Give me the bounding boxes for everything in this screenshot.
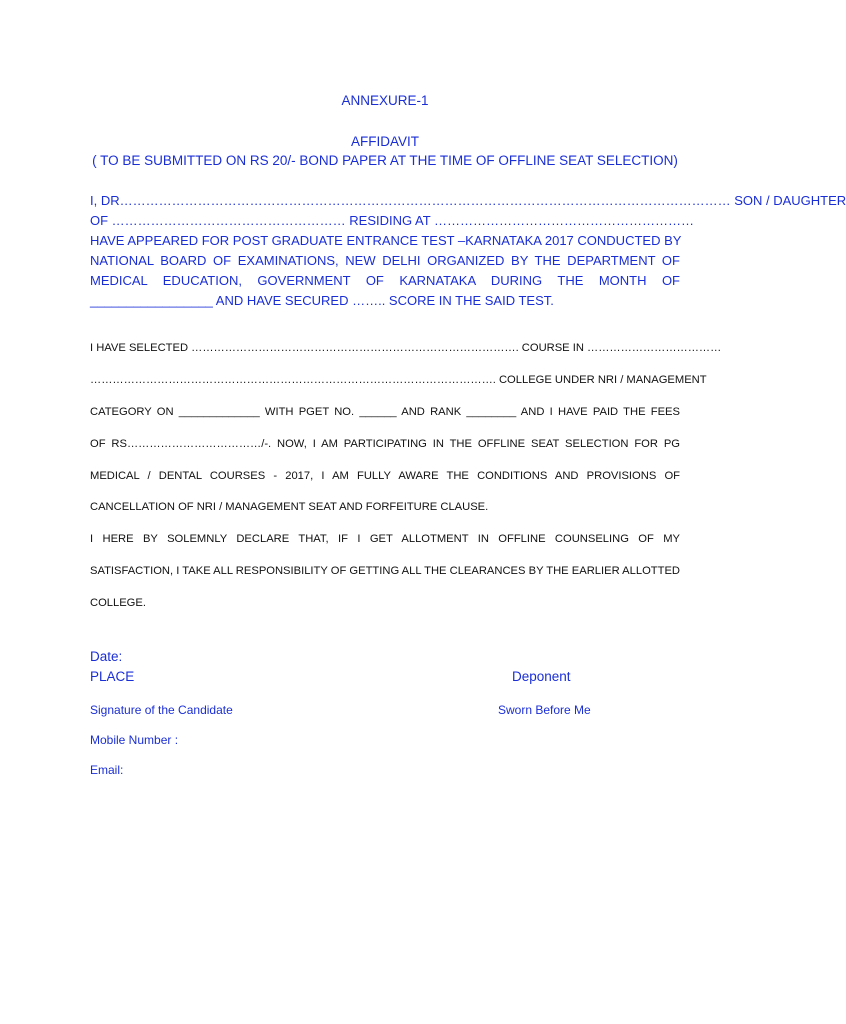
declare-line-2: SATISFACTION, I TAKE ALL RESPONSIBILITY OF GETTING ALL THE CLEARANCES BY THE EARLIER ALLOTTED <box>90 565 680 577</box>
email-label: Email: <box>90 763 124 777</box>
declaration-line-1: I, DR…………………………………………………………………………………………………………………………… SON / DAUGHTER <box>90 193 846 208</box>
selection-line-1: I HAVE SELECTED ……………………………………………………………………………. COURSE IN ……………………………… <box>90 342 722 354</box>
sworn-label: Sworn Before Me <box>498 703 591 717</box>
declare-line-1: I HERE BY SOLEMNLY DECLARE THAT, IF I GET ALLOTMENT IN OFFLINE COUNSELING OF MY <box>90 533 680 545</box>
selection-line-4: OF RS………………………………/-. NOW, I AM PARTICIPATING IN THE OFFLINE SEAT SELECTION FOR PG <box>90 438 680 450</box>
selection-line-2: ………………………………………………………………………………………………. COLLEGE UNDER NRI / MANAGEMENT <box>90 374 707 386</box>
declaration-line-6: _________________ AND HAVE SECURED …….. SCORE IN THE SAID TEST. <box>90 293 554 308</box>
declaration-line-4: NATIONAL BOARD OF EXAMINATIONS, NEW DELHI ORGANIZED BY THE DEPARTMENT OF <box>90 253 680 268</box>
mobile-label: Mobile Number : <box>90 733 179 747</box>
date-label: Date: <box>90 649 123 664</box>
affidavit-subtitle: ( TO BE SUBMITTED ON RS 20/- BOND PAPER AT THE TIME OF OFFLINE SEAT SELECTION) <box>92 153 678 168</box>
signature-label: Signature of the Candidate <box>90 703 233 717</box>
affidavit-title: AFFIDAVIT <box>350 134 419 149</box>
place-label: PLACE <box>90 669 135 684</box>
declaration-line-5: MEDICAL EDUCATION, GOVERNMENT OF KARNATAKA DURING THE MONTH OF <box>90 273 680 288</box>
selection-line-5: MEDICAL / DENTAL COURSES - 2017, I AM FULLY AWARE THE CONDITIONS AND PROVISIONS OF <box>90 470 680 482</box>
declare-line-3: COLLEGE. <box>90 597 146 609</box>
annexure-title: ANNEXURE-1 <box>341 93 429 108</box>
declaration-line-2: OF ……………………………………………… RESIDING AT …………………………………………………… <box>90 213 695 228</box>
selection-line-6: CANCELLATION OF NRI / MANAGEMENT SEAT AND FORFEITURE CLAUSE. <box>90 501 489 513</box>
selection-line-3: CATEGORY ON _____________ WITH PGET NO. ______ AND RANK ________ AND I HAVE PAID THE FEES <box>90 406 680 418</box>
deponent-label: Deponent <box>512 669 571 684</box>
declaration-line-3: HAVE APPEARED FOR POST GRADUATE ENTRANCE TEST –KARNATAKA 2017 CONDUCTED BY <box>90 233 682 248</box>
